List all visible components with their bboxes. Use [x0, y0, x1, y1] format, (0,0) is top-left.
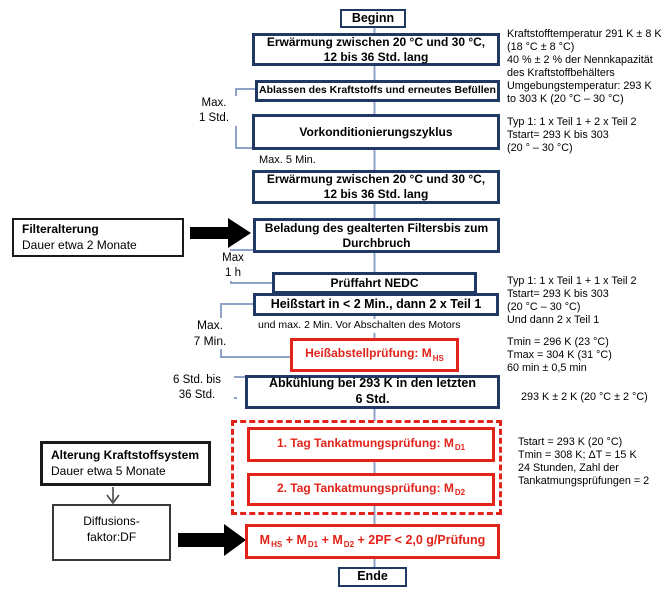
filter-aging-duration: Dauer etwa 2 Monate [22, 237, 137, 252]
filter-aging-arrow [190, 218, 251, 248]
node-filter-loading: Beladung des gealterten Filtersbis zum Durchbruch [253, 218, 500, 253]
edge-label-engine-off: und max. 2 Min. Vor Abschalten des Motors [258, 319, 461, 331]
node-preconditioning-label: Vorkonditionierungszyklus [299, 124, 453, 139]
diffusion-factor-arrow [178, 524, 246, 556]
annotation-test-type: Typ 1: 1 x Teil 1 + 1 x Teil 2 Tstart= 293 K bis 303 (20 °C – 30 °C) Und dann 2 x Teil 1 [507, 275, 637, 326]
node-drain-refuel-label: Ablassen des Kraftstoffs und erneutes Befüllen [259, 84, 496, 97]
node-diurnal-1-label: 1. Tag Tankatmungsprüfung: $M_{D1}$ [276, 435, 466, 453]
edge-label-max-7-min: Max. 7 Min. [186, 318, 234, 349]
annotation-hot-soak-temps: Tmin = 296 K (23 °C) Tmax = 304 K (31 °C) 60 min ± 0,5 min [507, 336, 612, 374]
node-preconditioning-cycle [252, 114, 500, 150]
fuel-system-aging-duration: Dauer etwa 5 Monate [51, 463, 166, 478]
node-end [338, 567, 407, 587]
node-test-drive-nedc [272, 272, 477, 294]
fuel-system-aging-box [40, 441, 211, 486]
node-hot-soak-test [290, 338, 459, 372]
node-diurnal-2-label: 2. Tag Tankatmungsprüfung: $M_{D2}$ [276, 480, 466, 498]
edge-label-max-1-h: Max 1 h [213, 251, 253, 281]
node-hot-start-label: Heißstart in < 2 Min., dann 2 x Teil 1 [270, 296, 482, 311]
edge-label-6-36-std: 6 Std. bis 36 Std. [160, 373, 234, 403]
annotation-precondition-type: Typ 1: 1 x Teil 1 + 2 x Teil 2 Tstart= 293 K bis 303 (20 ° – 30 °C) [507, 116, 637, 154]
node-hot-soak-label: Heißabstellprüfung: $M_{HS}$ [305, 346, 444, 363]
annotation-fuel-temperature: Kraftstofftemperatur 291 K ± 8 K (18 °C ± 8 °C) 40 % ± 2 % der Nennkapazität des Kraftstoffbehälters Umgebungstemperatur: 293 K to 303 K (20 °C – 30 °C) [507, 28, 662, 105]
node-hot-start [253, 293, 499, 316]
node-begin [340, 9, 406, 28]
node-drain-refuel [255, 80, 500, 102]
filter-aging-box [12, 218, 184, 257]
edge-label-max-1-std: Max. 1 Std. [190, 96, 238, 126]
node-end-label: Ende [357, 569, 388, 584]
fuel-system-aging-title: Alterung Kraftstoffsystem [51, 447, 200, 462]
annotation-diurnal-params: Tstart = 293 K (20 °C) Tmin = 308 K; ΔT = 15 K 24 Stunden, Zahl der Tankatmungsprüfungen = 2 [518, 436, 650, 487]
filter-aging-title: Filteralterung [22, 221, 99, 236]
node-diurnal-test-day-1 [247, 427, 495, 462]
diffusion-factor-box: Diffusions- faktor:DF [52, 504, 171, 561]
node-cooldown: Abkühlung bei 293 K in den letzten 6 Std. [245, 375, 500, 409]
node-begin-label: Beginn [351, 10, 395, 25]
annotation-cooldown-temp: 293 K ± 2 K (20 °C ± 2 °C) [521, 391, 648, 403]
node-warmup-1: Erwärmung zwischen 20 °C und 30 °C, 12 bis 36 Std. lang [252, 33, 500, 66]
result-formula-label: $M_{HS} + M_{D1} + M_{D2} + 2PF < 2,0$ g/Prüfung [259, 532, 486, 550]
aging-to-diffusion-arrow [107, 487, 119, 503]
node-warmup-2: Erwärmung zwischen 20 °C und 30 °C, 12 bis 36 Std. lang [252, 170, 500, 204]
edge-label-max-5-min: Max. 5 Min. [259, 154, 316, 166]
node-test-drive-label: Prüffahrt NEDC [330, 275, 419, 290]
node-diurnal-test-day-2 [247, 473, 495, 506]
node-result-formula [245, 524, 500, 559]
